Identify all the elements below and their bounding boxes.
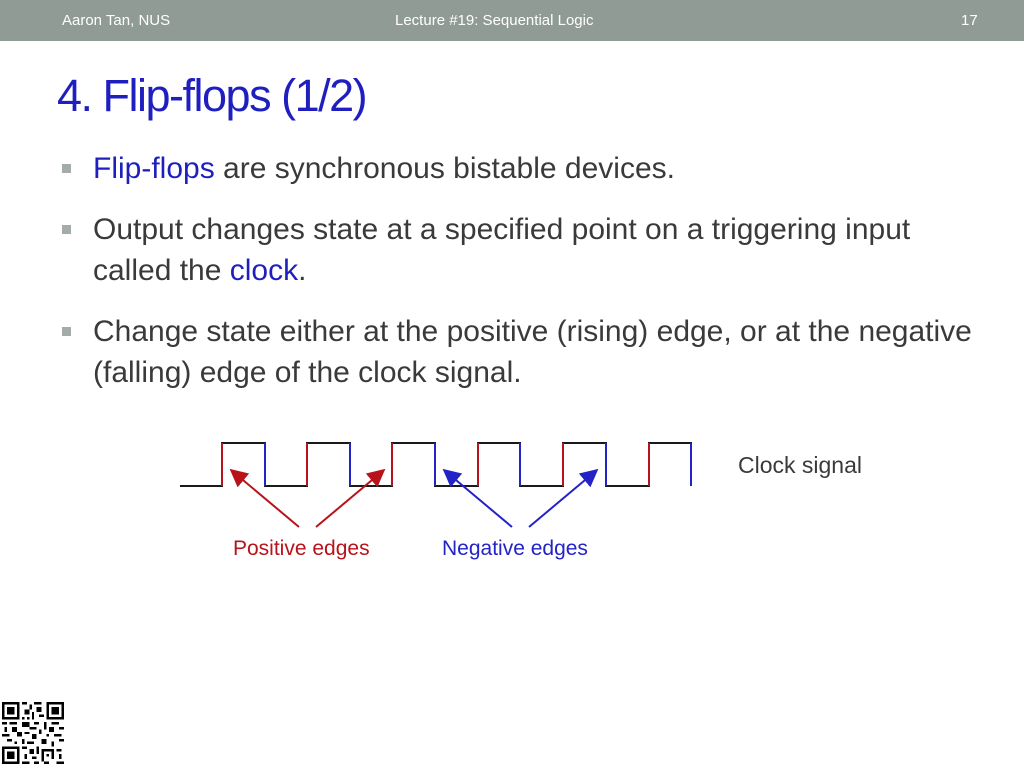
header-lecture-title: Lecture #19: Sequential Logic (395, 12, 594, 29)
qr-code-icon (2, 702, 64, 764)
bullet-1-text: are synchronous bistable devices. (214, 152, 675, 185)
bullet-2-text-after: . (298, 254, 307, 287)
bullet-2-text-before: Output changes state at a specified point on a triggering input called the (93, 213, 911, 287)
clock-term: clock (229, 254, 299, 287)
bullet-3-text: Change state either at the positive (rising) edge, or at the negative (falling) edge of the clock signal. (93, 315, 972, 389)
header-author: Aaron Tan, NUS (62, 12, 171, 29)
slide-title: 4. Flip-flops (1/2) (57, 70, 367, 121)
positive-edges-label: Positive edges (233, 537, 370, 560)
header-page-number: 17 (961, 12, 978, 29)
flip-flops-term: Flip-flops (93, 152, 215, 185)
negative-edges-label: Negative edges (442, 537, 588, 560)
clock-signal-label: Clock signal (738, 452, 862, 478)
